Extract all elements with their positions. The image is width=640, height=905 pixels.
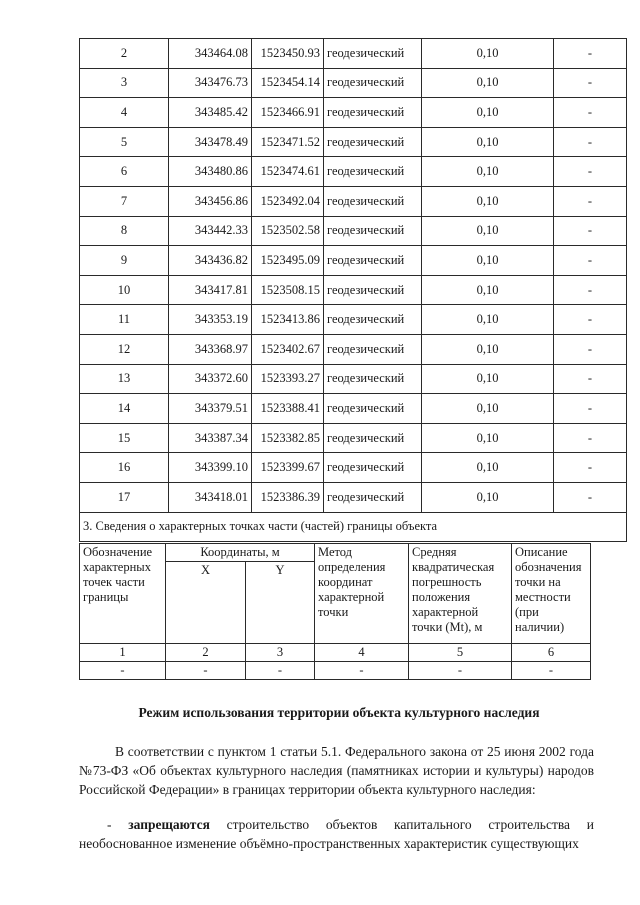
empty-cell-1: - — [80, 662, 166, 680]
coord-y-cell: 1523399.67 — [252, 453, 324, 483]
method-cell: геодезический — [324, 216, 422, 246]
empty-cell-5: - — [409, 662, 512, 680]
empty-data-row — [80, 662, 591, 680]
coord-y-cell: 1523508.15 — [252, 275, 324, 305]
col-number-4: 4 — [315, 644, 409, 662]
section-3-title: 3. Сведения о характерных точках части (частей) границы объекта — [80, 512, 627, 542]
method-cell: геодезический — [324, 275, 422, 305]
precision-cell: 0,10 — [422, 275, 554, 305]
point-number-cell: 16 — [80, 453, 169, 483]
precision-cell: 0,10 — [422, 127, 554, 157]
table-row — [80, 305, 627, 335]
description-cell: - — [554, 275, 627, 305]
table-row — [80, 186, 627, 216]
coord-x-cell: 343456.86 — [169, 186, 252, 216]
method-cell: геодезический — [324, 423, 422, 453]
col-number-2: 2 — [166, 644, 246, 662]
column-numbers-row — [80, 644, 591, 662]
coord-y-cell: 1523474.61 — [252, 157, 324, 187]
description-cell: - — [554, 127, 627, 157]
coord-x-cell: 343353.19 — [169, 305, 252, 335]
coord-x-cell: 343478.49 — [169, 127, 252, 157]
coord-x-cell: 343464.08 — [169, 39, 252, 69]
point-number-cell: 6 — [80, 157, 169, 187]
description-cell: - — [554, 423, 627, 453]
precision-cell: 0,10 — [422, 98, 554, 128]
empty-cell-3: - — [246, 662, 315, 680]
table-row — [80, 453, 627, 483]
empty-cell-4: - — [315, 662, 409, 680]
coords-header: Координаты, м — [166, 544, 315, 562]
method-cell: геодезический — [324, 334, 422, 364]
coordinates-table-body — [80, 39, 627, 513]
table-row — [80, 246, 627, 276]
point-number-cell: 17 — [80, 482, 169, 512]
precision-cell: 0,10 — [422, 305, 554, 335]
coord-x-cell: 343372.60 — [169, 364, 252, 394]
description-cell: - — [554, 216, 627, 246]
description-cell: - — [554, 186, 627, 216]
coordinates-table — [79, 38, 627, 542]
col-number-1: 1 — [80, 644, 166, 662]
x-header: X — [166, 562, 246, 644]
precision-cell: 0,10 — [422, 394, 554, 424]
coord-x-cell: 343476.73 — [169, 68, 252, 98]
description-cell: - — [554, 482, 627, 512]
para2-rest: строительство объектов капитального строительства и необоснованное изменение объёмно-пространственных характеристик существующих — [79, 817, 594, 851]
coord-y-cell: 1523402.67 — [252, 334, 324, 364]
coord-y-cell: 1523471.52 — [252, 127, 324, 157]
para2-prefix: - — [107, 817, 129, 832]
method-header: Метод определения координат характерной точки — [315, 544, 409, 644]
parts-points-table — [79, 543, 591, 680]
precision-cell: 0,10 — [422, 364, 554, 394]
precision-cell: 0,10 — [422, 334, 554, 364]
precision-cell: 0,10 — [422, 423, 554, 453]
precision-cell: 0,10 — [422, 246, 554, 276]
point-number-cell: 5 — [80, 127, 169, 157]
coord-y-cell: 1523495.09 — [252, 246, 324, 276]
description-cell: - — [554, 364, 627, 394]
point-number-cell: 10 — [80, 275, 169, 305]
regime-heading: Режим использования территории объекта культурного наследия — [138, 705, 540, 720]
coord-x-cell: 343417.81 — [169, 275, 252, 305]
precision-cell: 0,10 — [422, 453, 554, 483]
coord-x-cell: 343418.01 — [169, 482, 252, 512]
method-cell: геодезический — [324, 127, 422, 157]
coord-y-cell: 1523502.58 — [252, 216, 324, 246]
table-row — [80, 364, 627, 394]
coord-y-cell: 1523382.85 — [252, 423, 324, 453]
prohibited-keyword: запрещаются — [128, 817, 210, 832]
coord-y-cell: 1523492.04 — [252, 186, 324, 216]
col-number-5: 5 — [409, 644, 512, 662]
point-number-cell: 8 — [80, 216, 169, 246]
precision-cell: 0,10 — [422, 157, 554, 187]
empty-cell-6: - — [512, 662, 591, 680]
table-row — [80, 68, 627, 98]
description-cell: - — [554, 98, 627, 128]
empty-cell-2: - — [166, 662, 246, 680]
precision-cell: 0,10 — [422, 39, 554, 69]
coord-x-cell: 343436.82 — [169, 246, 252, 276]
point-number-cell: 14 — [80, 394, 169, 424]
coord-y-cell: 1523393.27 — [252, 364, 324, 394]
coord-y-cell: 1523413.86 — [252, 305, 324, 335]
coord-y-cell: 1523386.39 — [252, 482, 324, 512]
description-cell: - — [554, 68, 627, 98]
parts-header-row-1 — [80, 544, 591, 562]
coord-y-cell: 1523466.91 — [252, 98, 324, 128]
regime-paragraph-1: В соответствии с пунктом 1 статьи 5.1. Федерального закона от 25 июня 2002 года №73-ФЗ «Об объектах культурного наследия (памятниках истории и культуры) народов Российской Федерации» в границах территории объекта культурного наследия: — [79, 744, 594, 797]
col-number-6: 6 — [512, 644, 591, 662]
method-cell: геодезический — [324, 364, 422, 394]
description-cell: - — [554, 334, 627, 364]
section-3-title-row — [80, 512, 627, 542]
coord-x-cell: 343387.34 — [169, 423, 252, 453]
y-header: Y — [246, 562, 315, 644]
coord-x-cell: 343368.97 — [169, 334, 252, 364]
coord-x-cell: 343442.33 — [169, 216, 252, 246]
table-row — [80, 275, 627, 305]
precision-cell: 0,10 — [422, 482, 554, 512]
description-cell: - — [554, 305, 627, 335]
description-cell: - — [554, 394, 627, 424]
method-cell: геодезический — [324, 98, 422, 128]
method-cell: геодезический — [324, 453, 422, 483]
table-row — [80, 157, 627, 187]
table-row — [80, 216, 627, 246]
point-number-cell: 12 — [80, 334, 169, 364]
method-cell: геодезический — [324, 482, 422, 512]
precision-cell: 0,10 — [422, 68, 554, 98]
method-cell: геодезический — [324, 246, 422, 276]
method-cell: геодезический — [324, 186, 422, 216]
coord-x-cell: 343379.51 — [169, 394, 252, 424]
description-cell: - — [554, 453, 627, 483]
coord-x-cell: 343480.86 — [169, 157, 252, 187]
table-row — [80, 423, 627, 453]
point-number-cell: 11 — [80, 305, 169, 335]
coord-x-cell: 343485.42 — [169, 98, 252, 128]
col-number-3: 3 — [246, 644, 315, 662]
table-row — [80, 39, 627, 69]
method-cell: геодезический — [324, 394, 422, 424]
coord-y-cell: 1523450.93 — [252, 39, 324, 69]
designation-header: Обозначение характерных точек части границы — [80, 544, 166, 644]
method-cell: геодезический — [324, 305, 422, 335]
coord-x-cell: 343399.10 — [169, 453, 252, 483]
table-row — [80, 98, 627, 128]
regime-paragraph-2 — [79, 815, 594, 853]
method-cell: геодезический — [324, 68, 422, 98]
table-row — [80, 394, 627, 424]
table-row — [80, 482, 627, 512]
description-header: Описание обозначения точки на местности (при наличии) — [512, 544, 591, 644]
point-number-cell: 15 — [80, 423, 169, 453]
point-number-cell: 7 — [80, 186, 169, 216]
point-number-cell: 3 — [80, 68, 169, 98]
description-cell: - — [554, 157, 627, 187]
point-number-cell: 9 — [80, 246, 169, 276]
table-row — [80, 334, 627, 364]
table-row — [80, 127, 627, 157]
description-cell: - — [554, 39, 627, 69]
description-cell: - — [554, 246, 627, 276]
coord-y-cell: 1523388.41 — [252, 394, 324, 424]
precision-cell: 0,10 — [422, 186, 554, 216]
point-number-cell: 2 — [80, 39, 169, 69]
point-number-cell: 4 — [80, 98, 169, 128]
method-cell: геодезический — [324, 157, 422, 187]
method-cell: геодезический — [324, 39, 422, 69]
precision-cell: 0,10 — [422, 216, 554, 246]
coord-y-cell: 1523454.14 — [252, 68, 324, 98]
point-number-cell: 13 — [80, 364, 169, 394]
precision-header: Средняя квадратическая погрешность положения характерной точки (Mt), м — [409, 544, 512, 644]
